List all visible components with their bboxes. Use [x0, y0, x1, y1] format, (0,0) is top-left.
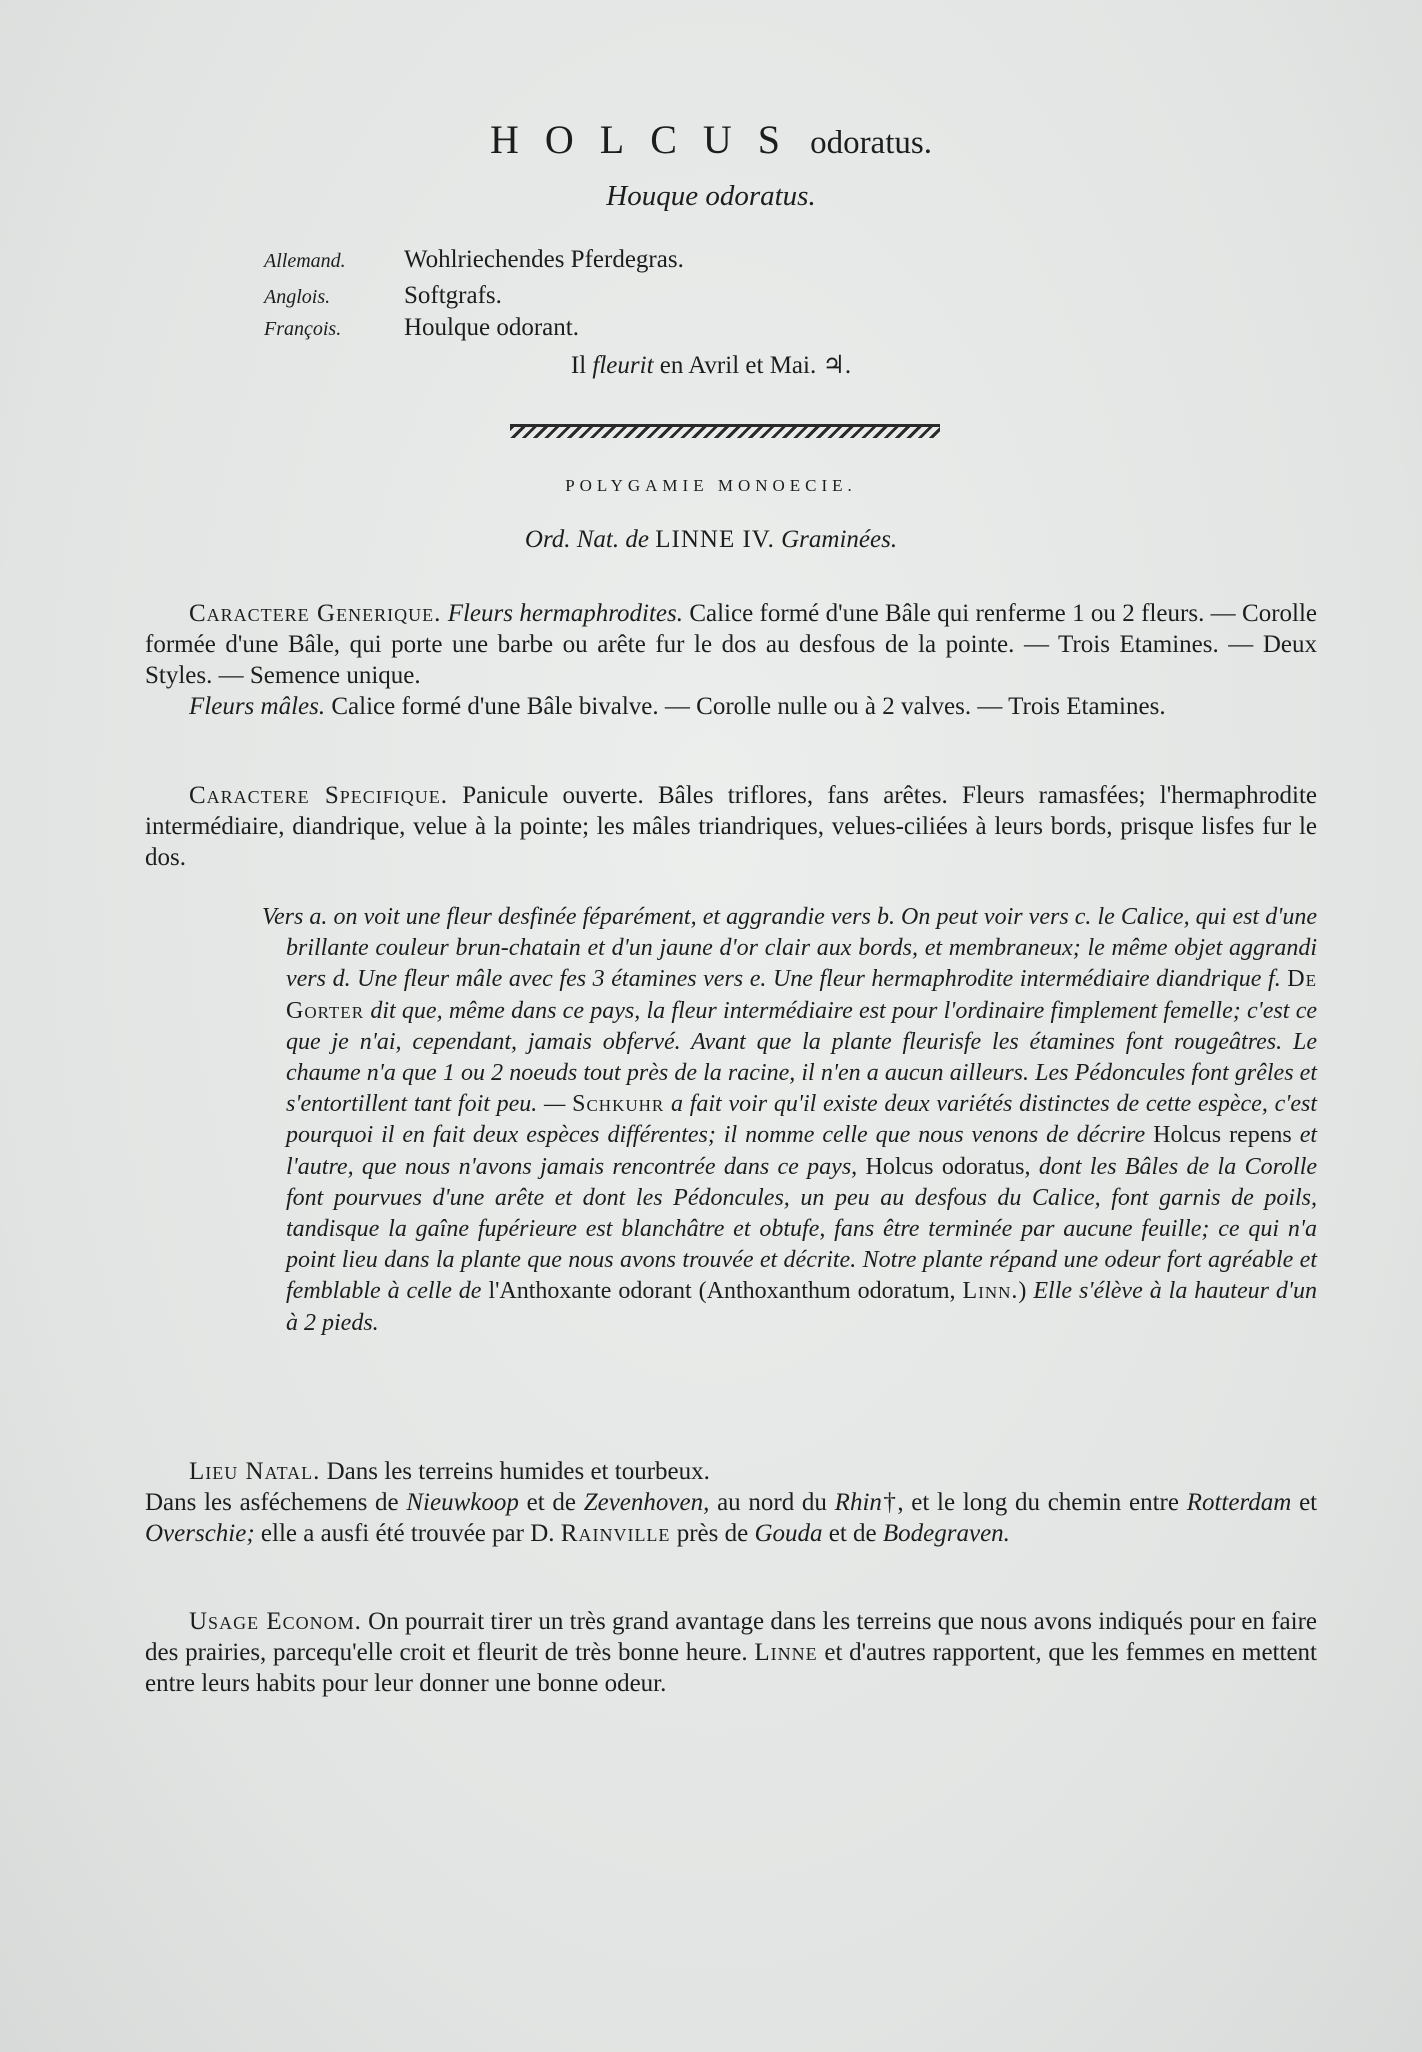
note-p6: Elle s'élève à la hauteur d'un à 2 pieds.: [286, 1278, 1318, 1336]
native-habitat: [145, 1456, 1317, 1549]
habitat-t1: Dans les asféchemens de: [145, 1489, 399, 1516]
vernacular-french: [264, 312, 579, 345]
flowering-line: [0, 350, 1422, 380]
flowering-prefix: Il: [570, 352, 587, 379]
specific-character: [145, 780, 1317, 873]
generic-ital2: Fleurs mâles.: [189, 693, 326, 720]
usage-heading: Usage Econom.: [189, 1608, 362, 1635]
habitat-text: Dans les terreins humides et tourbeux.: [326, 1458, 710, 1485]
specific-heading: Caractere Specifique.: [189, 782, 449, 809]
generic-ital1: Fleurs hermaphrodites.: [447, 600, 683, 627]
linnaean-class: POLYGAMIE MONOECIE.: [565, 476, 857, 495]
vernacular-english: [264, 280, 502, 313]
note-author2: Schkuhr: [572, 1091, 665, 1118]
ordnat-label: Ord. Nat. de: [524, 526, 649, 553]
note-author1: De Gorter: [286, 966, 1318, 1024]
note-p4: et l'autre, que nous n'avons jamais rencontrée dans ce pays,: [286, 1122, 1318, 1180]
generic-heading: Caractere Generique.: [189, 600, 442, 627]
flowering-text: en Avril et Mai. ♃.: [659, 352, 852, 379]
note-p5: dont les Bâles de la Corolle font pourvues d'une arête et dont les Pédoncules, un peu au desfous du Calice, font garnis de poils, tandisque la gaîne fupérieure est blanchâtre et obtufe, fans être terminée par aucune feuille; ce qui n'a point lieu dans la plante que nous avons trouvée et décrite. Notre plante répand une odeur fort agréable et femblable à celle de: [286, 1153, 1318, 1305]
natural-order: [0, 526, 1422, 554]
note-roman1: Holcus repens: [1153, 1122, 1292, 1149]
note-p3: a fait voir qu'il existe deux variétés distinctes de cette espèce, c'est pourquoi il en fait deux espèces différentes; il nomme celle que nous venons de décrire: [286, 1091, 1318, 1149]
vernacular-name: Softgrafs.: [404, 282, 502, 309]
subtitle: Houque odoratus.: [606, 180, 816, 212]
note-author3: Linn.: [962, 1278, 1019, 1305]
habitat-place2: Zevenhoven,: [583, 1489, 710, 1516]
page-title: [0, 112, 1422, 171]
ordnat-family: Graminées.: [781, 526, 898, 553]
habitat-t5: et: [1299, 1489, 1318, 1516]
note-p2: dit que, même dans ce pays, la fleur intermédiaire est pour l'ordinaire fimplement femelle; c'est ce que je n'ai, cependant, jamais obfervé. Avant que la plante fleurisfe les étamines font rougeâtres. Le chaume n'a que 1 ou 2 noeuds tout près de la racine, il n'en a aucun ailleurs. Les Pédoncules font grêles et s'entortillent tant foit peu. —: [286, 997, 1317, 1118]
vernacular-name: Houlque odorant.: [404, 314, 579, 341]
habitat-t2: et de: [526, 1489, 576, 1516]
habitat-heading: Lieu Natal.: [189, 1458, 321, 1485]
habitat-t7: près de: [676, 1520, 749, 1547]
title-species: odoratus.: [810, 125, 932, 161]
habitat-author: Rainville: [560, 1520, 671, 1547]
habitat-t4: †, et le long du chemin entre: [881, 1489, 1179, 1516]
title-genus: HOLCUS: [490, 117, 807, 162]
generic-text2: Calice formé d'une Bâle bivalve. — Corolle nulle ou à 2 valves. — Trois Etamines.: [331, 693, 1166, 720]
vernacular-lang: Allemand.: [264, 250, 346, 272]
specific-text: Panicule ouverte. Bâles triflores, fans arêtes. Fleurs ramasfées; l'hermaphrodite intermédiaire, diandrique, velue à la pointe; les mâles triandriques, velues-ciliées à leurs bords, prisque lisfes fur le dos.: [145, 782, 1317, 871]
vernacular-lang: François.: [264, 318, 342, 340]
usage-author: Linne: [754, 1639, 818, 1666]
flowering-verb: fleurit: [592, 352, 654, 379]
note-p1: Vers a. on voit une fleur desfinée féparément, et aggrandie vers b. On peut voir vers c. le Calice, qui est d'une brillante couleur brun-chatain et d'un jaune d'or clair aux bords, et membraneux; le même objet aggrandi vers d. Une fleur mâle avec fes 3 étamines vers e. Une fleur hermaphrodite intermédiaire diandrique f.: [262, 904, 1317, 993]
vernacular-name: Wohlriechendes Pferdegras.: [404, 246, 684, 273]
figure-note: [262, 902, 1317, 1339]
habitat-t6: elle a ausfi été trouvée par D.: [260, 1520, 555, 1547]
vernacular-lang: Anglois.: [264, 286, 331, 308]
vernacular-german: [264, 244, 684, 277]
habitat-place4: Rotterdam: [1186, 1489, 1292, 1516]
habitat-place6: Gouda: [754, 1520, 823, 1547]
habitat-place7: Bodegraven.: [882, 1520, 1010, 1547]
habitat-place5: Overschie;: [145, 1520, 255, 1547]
note-roman4: ): [1018, 1278, 1027, 1305]
note-roman2: Holcus odoratus,: [865, 1153, 1031, 1180]
habitat-t8: et de: [828, 1520, 877, 1547]
generic-text1: Calice formé d'une Bâle qui renferme 1 ou 2 fleurs. — Corolle formée d'une Bâle, qui porte une barbe ou arête fur le dos au desfous de la pointe. — Trois Etamines. — Deux Styles. — Semence unique.: [145, 600, 1318, 689]
usage-text1: On pourrait tirer un très grand avantage dans les terreins que nous avons indiqués pour en faire des prairies, parcequ'elle croit et fleurit de très bonne heure.: [145, 1608, 1318, 1666]
generic-character: [145, 598, 1317, 722]
habitat-place3: Rhin: [834, 1489, 882, 1516]
usage-text2: et d'autres rapportent, que les femmes en mettent entre leurs habits pour leur donner une bonne odeur.: [145, 1639, 1317, 1697]
ordnat-author: LINNE IV.: [655, 526, 775, 553]
note-roman3: l'Anthoxante odorant (Anthoxanthum odoratum,: [488, 1278, 956, 1305]
habitat-t3: au nord du: [717, 1489, 827, 1516]
habitat-place1: Nieuwkoop: [406, 1489, 519, 1516]
economic-use: [145, 1606, 1317, 1699]
ornament-divider: [510, 424, 940, 438]
